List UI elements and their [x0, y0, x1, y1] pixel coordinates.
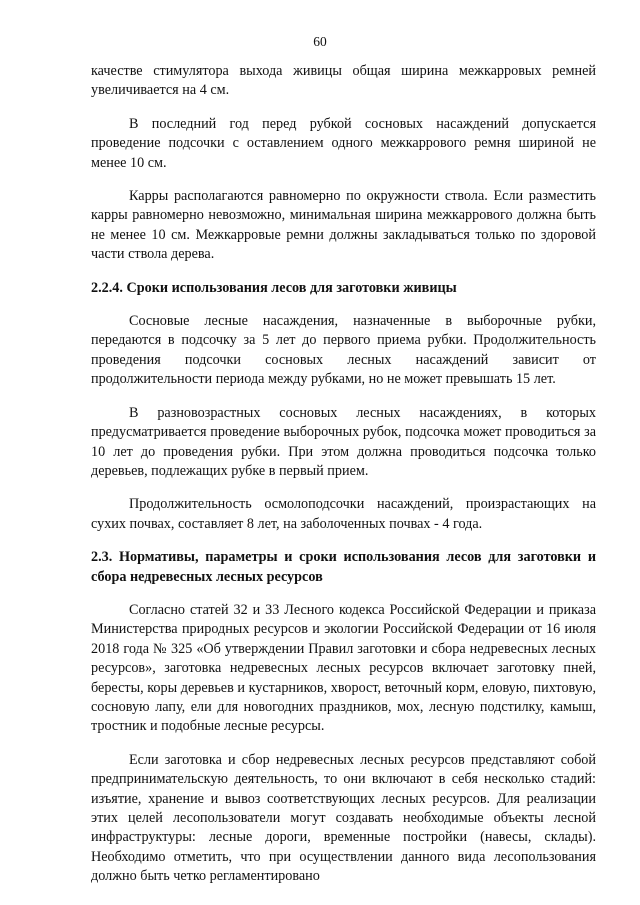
- document-body: [91, 62, 596, 901]
- paragraph: В разновозрастных сосновых лесных насаждениях, в которых предусматривается проведение выборочных рубок, подсочка может проводиться за 10 лет до проведения рубки. При этом должна проводиться подсочка только деревьев, подлежащих рубке в первый прием.: [91, 404, 596, 479]
- section-heading-2-2-4: 2.2.4. Сроки использования лесов для заготовки живицы: [91, 279, 457, 296]
- paragraph: Карры располагаются равномерно по окружности ствола. Если разместить карры равномерно невозможно, минимальная ширина межкаррового должна быть не менее 10 см. Межкарровые ремни должны закладываться только по здоровой части ствола дерева.: [91, 188, 596, 263]
- paragraph: В последний год перед рубкой сосновых насаждений допускается проведение подсочки с оставлением одного межкаррового ремня шириной не менее 10 см.: [91, 115, 596, 171]
- paragraph: Продолжительность осмолоподсочки насаждений, произрастающих на сухих почвах, составляет 8 лет, на заболоченных почвах - 4 года.: [91, 496, 596, 532]
- page-number: 60: [313, 34, 327, 49]
- section-heading-2-3: 2.3. Нормативы, параметры и сроки использования лесов для заготовки и сбора недревесных лесных ресурсов: [91, 549, 596, 585]
- paragraph: Сосновые лесные насаждения, назначенные в выборочные рубки, передаются в подсочку за 5 лет до первого приема рубки. Продолжительность проведения подсочки сосновых лесных насаждений зависит от продолжительности периода между рубками, но не может превышать 15 лет.: [91, 313, 596, 388]
- paragraph: качестве стимулятора выхода живицы общая ширина межкарровых ремней увеличивается на 4 см.: [91, 63, 596, 99]
- paragraph: Согласно статей 32 и 33 Лесного кодекса Российской Федерации и приказа Министерства природных ресурсов и экологии Российской Федерации от 16 июля 2018 года № 325 «Об утверждении Правил заготовки и сбора недревесных лесных ресурсов», заготовка недревесных лесных ресурсов включает заготовку пней, бересты, коры деревьев и кустарников, хворост, веточный корм, еловую, пихтовую, сосновую лапу, ели для новогодних праздников, мох, лесную подстилку, камыш, тростник и подобные лесные ресурсы.: [91, 601, 596, 735]
- paragraph: Если заготовка и сбор недревесных лесных ресурсов представляют собой предпринимательскую деятельность, то они включают в себя несколько стадий: изъятие, хранение и вывоз соответствующих лесных ресурсов. Для реализации этих целей лесопользователи могут создавать необходимые объекты лесной инфраструктуры: лесные дороги, временные постройки (навесы, склады). Необходимо отметить, что при осуществлении данного вида лесопользования должно быть четко регламентировано: [91, 751, 596, 885]
